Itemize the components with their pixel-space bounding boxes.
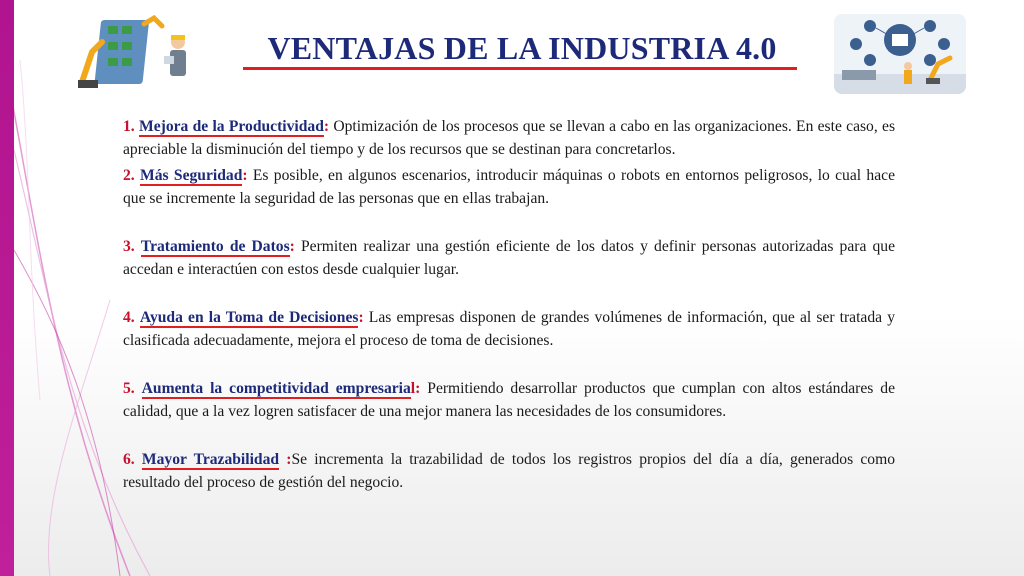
item-colon: : xyxy=(289,238,295,255)
item-heading: Mayor Trazabilidad xyxy=(141,451,280,468)
item-text: Las empresas disponen de grandes volúmenes de información, que al ser tratada y clasificada adecuadamente, mejora el proceso de toma de decisiones. xyxy=(123,309,896,349)
title-underline xyxy=(243,67,797,70)
item-heading: Mejora de la Productividad xyxy=(138,118,324,135)
item-number: 5. xyxy=(123,380,135,397)
item-text: Optimización de los procesos que se llevan a cabo en las organizaciones. En este caso, es apreciable la disminución del tiempo y de los recursos que se destinan para concretarlos. xyxy=(123,118,896,158)
item-colon: : xyxy=(358,309,364,326)
item-number: 1. xyxy=(123,118,135,135)
list-item xyxy=(123,378,895,423)
item-heading: Tratamiento de Datos xyxy=(140,238,290,255)
item-number: 4. xyxy=(123,309,135,326)
item-colon: : xyxy=(279,451,292,468)
item-colon: : xyxy=(242,167,248,184)
item-heading: Ayuda en la Toma de Decisiones xyxy=(139,309,359,326)
item-heading: Más Seguridad xyxy=(140,167,243,184)
list-item xyxy=(123,236,895,281)
list-item xyxy=(123,307,895,352)
page-title: VENTAJAS DE LA INDUSTRIA 4.0 xyxy=(267,30,777,66)
industrial-robots-icon xyxy=(74,12,194,92)
list-item xyxy=(123,116,895,161)
item-number: 3. xyxy=(123,238,135,255)
item-colon: l: xyxy=(410,380,421,397)
advantages-list xyxy=(123,116,895,494)
item-text: Se incrementa la trazabilidad de todos los registros propios del día a día, generados como resultado del proceso de gestión del negocio. xyxy=(123,451,896,491)
smart-factory-icon xyxy=(834,14,966,94)
list-item xyxy=(123,165,895,210)
item-number: 6. xyxy=(123,451,135,468)
item-text: Es posible, en algunos escenarios, introducir máquinas o robots en entornos peligrosos, lo cual hace que se incremente la seguridad de las personas que en ellas trabajan. xyxy=(123,167,895,207)
list-item xyxy=(123,449,895,494)
item-text: Permitiendo desarrollar productos que cumplan con altos estándares de calidad, que a la vez logren satisfacer de una mejor manera las necesidades de los consumidores. xyxy=(123,380,896,420)
item-text: Permiten realizar una gestión eficiente de los datos y definir personas autorizadas para que accedan e interactúen con estos desde cualquier lugar. xyxy=(123,238,896,278)
item-heading: Aumenta la competitividad empresaria xyxy=(141,380,411,397)
item-number: 2. xyxy=(123,167,135,184)
accent-bar xyxy=(0,0,14,576)
item-colon: : xyxy=(323,118,330,135)
